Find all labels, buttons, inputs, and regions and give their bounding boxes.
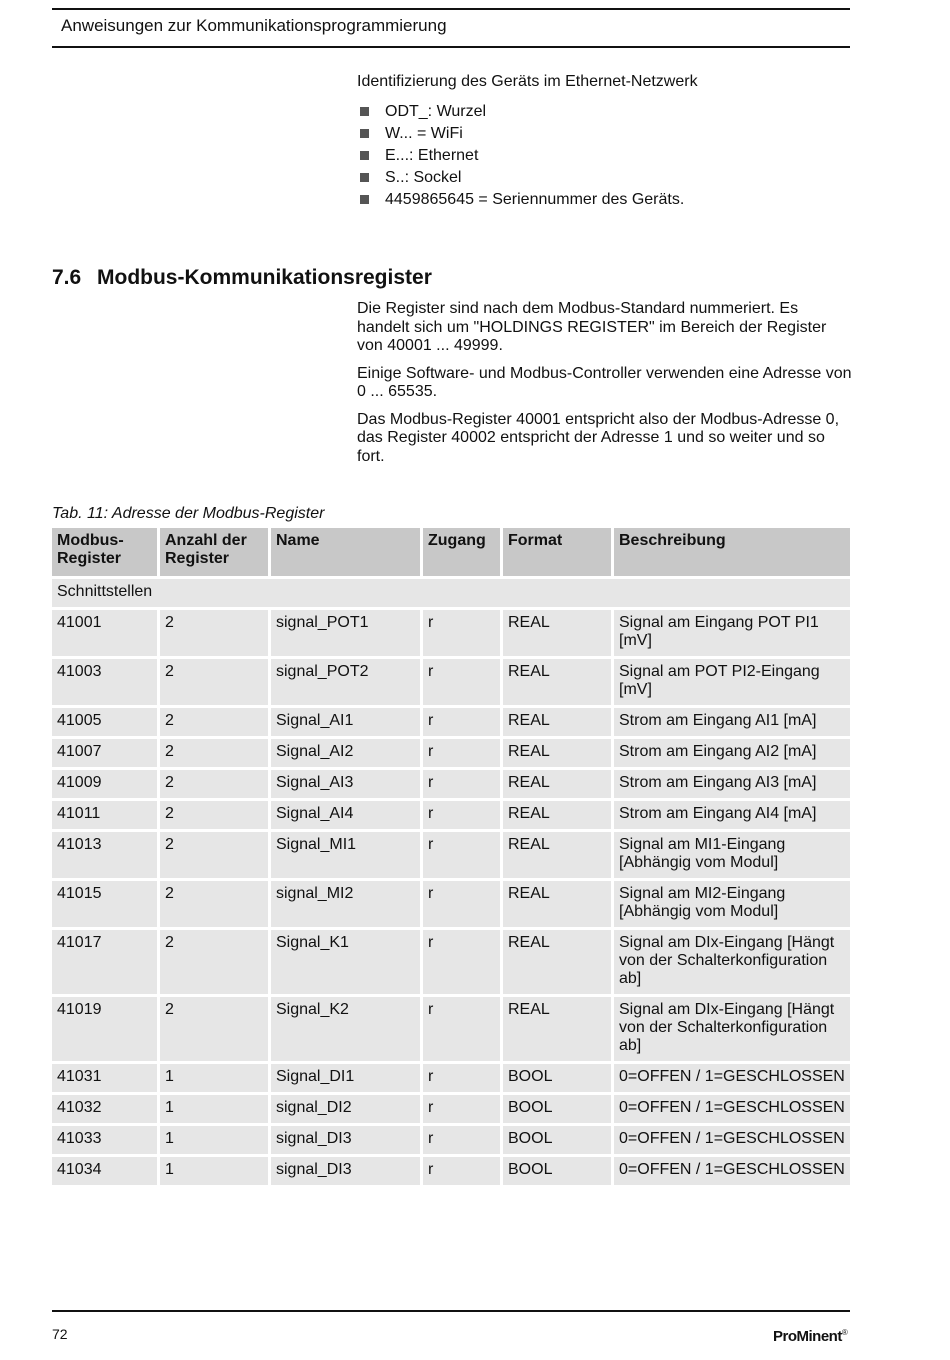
group-label: Schnittstellen [52,579,850,610]
bullet-text: E...: Ethernet [385,147,479,164]
table-cell: 41031 [52,1064,160,1095]
footer-rule [52,1310,850,1312]
table-cell: Signal_K2 [271,997,423,1064]
bullet-text: 4459865645 = Seriennummer des Geräts. [385,191,685,208]
table-cell: REAL [503,832,614,881]
brand-logo [773,1328,847,1345]
column-header: Zugang [423,528,503,579]
registered-mark: ® [841,1328,848,1337]
table-cell: r [423,659,503,708]
table-cell: REAL [503,801,614,832]
table-cell: REAL [503,659,614,708]
table-cell: signal_DI3 [271,1126,423,1157]
table-cell: 2 [160,832,271,881]
body-paragraph: Einige Software- und Modbus-Controller verwenden eine Adresse von 0 ... 65535. [357,364,852,400]
table-cell: BOOL [503,1095,614,1126]
table-cell: Signal_K1 [271,930,423,997]
table-cell: Strom am Eingang AI1 [mA] [614,708,850,739]
table-cell: 1 [160,1064,271,1095]
table-cell: 0=OFFEN / 1=GESCHLOSSEN [614,1064,850,1095]
table-cell: 2 [160,708,271,739]
table-header-row [52,528,850,579]
table-row [52,1157,850,1188]
table-cell: Strom am Eingang AI4 [mA] [614,801,850,832]
table-cell: 2 [160,997,271,1064]
table-cell: 41005 [52,708,160,739]
table-row [52,997,850,1064]
table-cell: Signal am Eingang POT PI1 [mV] [614,610,850,659]
table-cell: 0=OFFEN / 1=GESCHLOSSEN [614,1126,850,1157]
table-row [52,1126,850,1157]
table-cell: 1 [160,1095,271,1126]
table-cell: r [423,1095,503,1126]
logo-text: ProMinent [773,1328,842,1345]
column-header: Format [503,528,614,579]
table-cell: 2 [160,659,271,708]
table-cell: r [423,1157,503,1188]
body-paragraph: Das Modbus-Register 40001 entspricht also der Modbus-Adresse 0, das Register 40002 entspricht der Adresse 1 und so weiter und so fort. [357,410,840,465]
bullet-text: W... = WiFi [385,125,463,142]
table-cell: REAL [503,997,614,1064]
section-title: Modbus-Kommunikationsregister [97,266,432,289]
bullet-item [357,101,852,123]
table-cell: 41017 [52,930,160,997]
table-cell: r [423,1064,503,1095]
table-cell: Strom am Eingang AI3 [mA] [614,770,850,801]
table-cell: 2 [160,770,271,801]
intro-bullet-list [357,101,852,211]
section-heading [52,266,432,290]
table-row [52,1095,850,1126]
body-paragraph: Die Register sind nach dem Modbus-Standard nummeriert. Es handelt sich um "HOLDINGS REGISTER" im Bereich der Register von 40001 ... 49999. [357,300,827,354]
page-number: 72 [52,1326,68,1342]
table-row [52,930,850,997]
table-cell: signal_DI2 [271,1095,423,1126]
table-cell: r [423,881,503,930]
table-cell: BOOL [503,1126,614,1157]
table-row [52,1064,850,1095]
square-bullet-icon [360,173,369,182]
table-row [52,708,850,739]
table-cell: 41013 [52,832,160,881]
table-row [52,832,850,881]
table-cell: 41003 [52,659,160,708]
table-cell: signal_POT2 [271,659,423,708]
table-row [52,881,850,930]
table-cell: Signal_AI1 [271,708,423,739]
table-cell: 2 [160,881,271,930]
table-cell: Strom am Eingang AI2 [mA] [614,739,850,770]
table-cell: 41015 [52,881,160,930]
column-header: Anzahl der Register [160,528,271,579]
section-body [357,300,852,475]
table-cell: r [423,708,503,739]
table-cell: Signal_AI3 [271,770,423,801]
table-cell: 2 [160,801,271,832]
column-header: Beschreibung [614,528,850,579]
table-cell: Signal am DIx-Eingang [Hängt von der Schalterkonfiguration ab] [614,930,850,997]
table-cell: 2 [160,739,271,770]
table-group-row [52,579,850,610]
table-cell: BOOL [503,1157,614,1188]
table-caption: Tab. 11: Adresse der Modbus-Register [52,505,325,522]
table-cell: signal_DI3 [271,1157,423,1188]
table-cell: Signal am DIx-Eingang [Hängt von der Schalterkonfiguration ab] [614,997,850,1064]
bullet-text: S..: Sockel [385,169,462,186]
section-number: 7.6 [52,266,82,289]
bullet-item [357,167,852,189]
table-cell: Signal am POT PI2-Eingang [mV] [614,659,850,708]
table-row [52,801,850,832]
column-header: Modbus-Register [52,528,160,579]
square-bullet-icon [360,151,369,160]
table-cell: Signal_AI2 [271,739,423,770]
square-bullet-icon [360,107,369,116]
table-cell: r [423,832,503,881]
table-cell: Signal_DI1 [271,1064,423,1095]
table-row [52,770,850,801]
table-cell: REAL [503,770,614,801]
bullet-item [357,145,852,167]
column-header: Name [271,528,423,579]
table-cell: 2 [160,610,271,659]
modbus-register-table [52,528,850,1188]
header-rule-top [52,8,850,10]
table-cell: REAL [503,610,614,659]
table-cell: signal_POT1 [271,610,423,659]
table-cell: r [423,1126,503,1157]
table-cell: Signal_AI4 [271,801,423,832]
table-cell: 41034 [52,1157,160,1188]
table-cell: r [423,801,503,832]
table-cell: REAL [503,930,614,997]
square-bullet-icon [360,195,369,204]
table-cell: REAL [503,739,614,770]
table-cell: 41032 [52,1095,160,1126]
table-cell: 1 [160,1126,271,1157]
table-cell: r [423,930,503,997]
bullet-item [357,189,852,211]
bullet-item [357,123,852,145]
table-cell: 41011 [52,801,160,832]
table-cell: 41007 [52,739,160,770]
table-cell: 41033 [52,1126,160,1157]
table-cell: 41001 [52,610,160,659]
table-row [52,739,850,770]
table-cell: 1 [160,1157,271,1188]
table-row [52,610,850,659]
table-cell: 0=OFFEN / 1=GESCHLOSSEN [614,1157,850,1188]
table-cell: 41019 [52,997,160,1064]
table-cell: Signal_MI1 [271,832,423,881]
table-cell: REAL [503,881,614,930]
intro-lead: Identifizierung des Geräts im Ethernet-Netzwerk [357,73,698,90]
table-row [52,659,850,708]
table-cell: 41009 [52,770,160,801]
table-cell: signal_MI2 [271,881,423,930]
table-cell: Signal am MI1-Eingang [Abhängig vom Modul] [614,832,850,881]
table-cell: r [423,739,503,770]
header-rule-bottom [52,46,850,48]
table-cell: r [423,997,503,1064]
square-bullet-icon [360,129,369,138]
table-cell: 0=OFFEN / 1=GESCHLOSSEN [614,1095,850,1126]
table-cell: REAL [503,708,614,739]
table-cell: BOOL [503,1064,614,1095]
table-cell: 2 [160,930,271,997]
table-cell: Signal am MI2-Eingang [Abhängig vom Modul] [614,881,850,930]
table-cell: r [423,610,503,659]
intro-block [357,72,852,211]
table-cell: r [423,770,503,801]
bullet-text: ODT_: Wurzel [385,103,487,120]
page-header-title: Anweisungen zur Kommunikationsprogrammierung [61,16,447,35]
